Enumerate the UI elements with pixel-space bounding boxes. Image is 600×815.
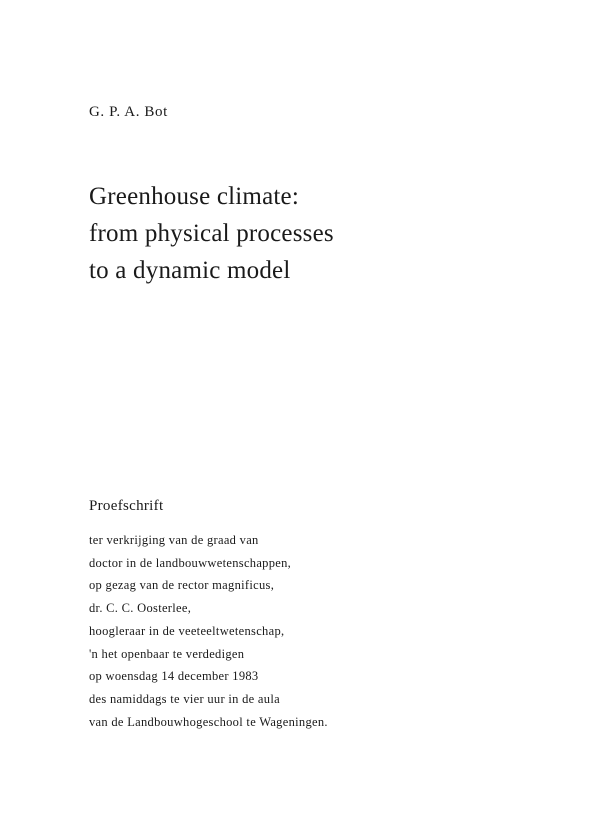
title-line: to a dynamic model [89,257,291,284]
title-line: from physical processes [89,220,334,247]
statement-line: des namiddags te vier uur in de aula [89,691,280,706]
degree-statement [89,529,328,733]
thesis-title [89,178,334,289]
statement-line: hoogleraar in de veeteeltwetenschap, [89,623,285,638]
statement-line: op woensdag 14 december 1983 [89,669,259,684]
author-name: G. P. A. Bot [89,104,168,120]
title-line: Greenhouse climate: [89,183,299,210]
statement-line: ter verkrijging van de graad van [89,533,259,547]
statement-line: dr. C. C. Oosterlee, [89,601,192,616]
statement-line: doctor in de landbouwwetenschappen, [89,555,292,570]
statement-line: op gezag van de rector magnificus, [89,578,275,593]
statement-line: van de Landbouwhogeschool te Wageningen. [89,714,328,729]
thesis-label: Proefschrift [89,498,164,514]
statement-line: 'n het openbaar te verdedigen [89,646,245,661]
